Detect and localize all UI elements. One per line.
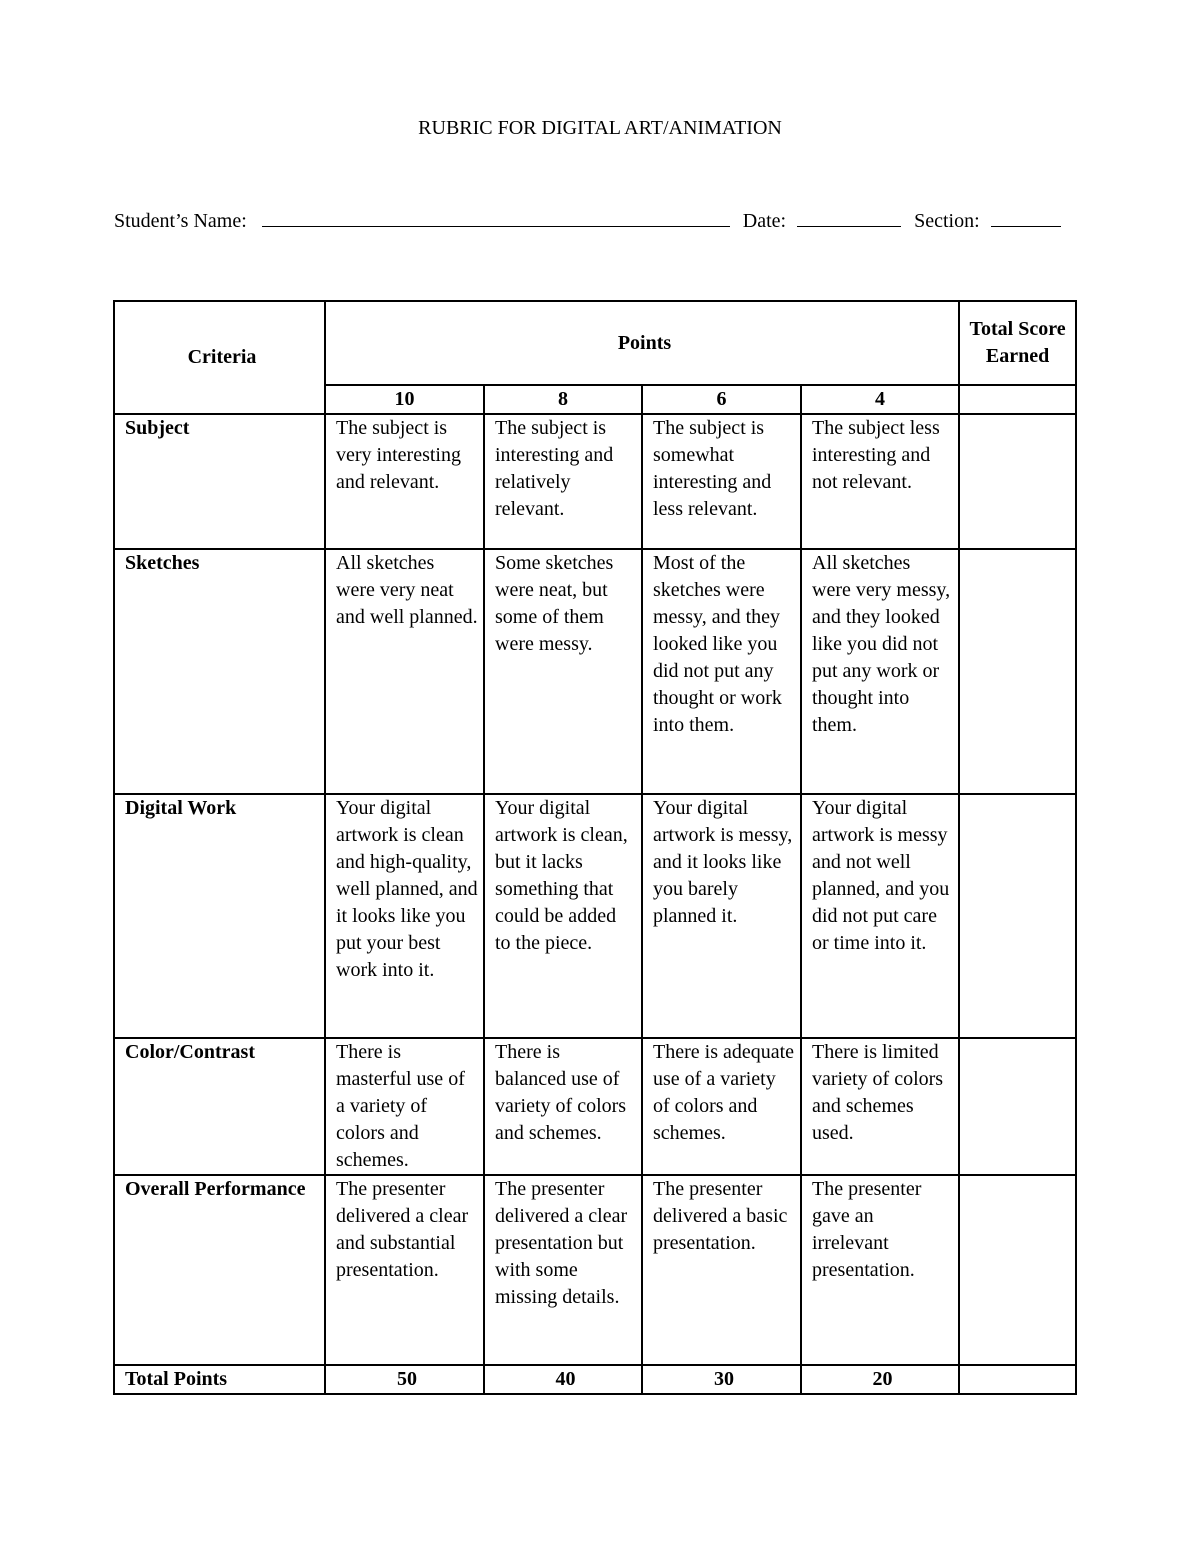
criterion-subject: Subject (114, 414, 325, 549)
score-earned-cell[interactable] (959, 414, 1076, 549)
total-points-value: 40 (484, 1365, 642, 1394)
total-score-earned-cell[interactable] (959, 1365, 1076, 1394)
rubric-table (113, 300, 1077, 1395)
descriptor-cell: Your digital artwork is clean, but it lacks something that could be added to the piece. (484, 794, 642, 1038)
total-points-value: 50 (325, 1365, 484, 1394)
descriptor-cell: Your digital artwork is clean and high-quality, well planned, and it looks like you put your best work into it. (325, 794, 484, 1038)
total-points-value: 20 (801, 1365, 959, 1394)
descriptor-cell: There is balanced use of variety of colors and schemes. (484, 1038, 642, 1175)
descriptor-cell: The subject is somewhat interesting and less relevant. (642, 414, 801, 549)
descriptor-cell: All sketches were very messy, and they looked like you did not put any work or thought into them. (801, 549, 959, 794)
descriptor-cell: The presenter delivered a clear and substantial presentation. (325, 1175, 484, 1365)
criterion-color-contrast: Color/Contrast (114, 1038, 325, 1175)
date-field[interactable] (797, 206, 901, 227)
criterion-sketches: Sketches (114, 549, 325, 794)
point-value-4: 4 (801, 385, 959, 414)
descriptor-cell: Most of the sketches were messy, and they looked like you did not put any thought or work into them. (642, 549, 801, 794)
descriptor-cell: There is masterful use of a variety of colors and schemes. (325, 1038, 484, 1175)
descriptor-cell: There is adequate use of a variety of colors and schemes. (642, 1038, 801, 1175)
table-row (114, 549, 1076, 794)
student-name-field[interactable] (262, 206, 730, 227)
score-earned-cell[interactable] (959, 1175, 1076, 1365)
descriptor-cell: The subject is interesting and relatively relevant. (484, 414, 642, 549)
descriptor-cell: There is limited variety of colors and schemes used. (801, 1038, 959, 1175)
descriptor-cell: All sketches were very neat and well planned. (325, 549, 484, 794)
descriptor-cell: Your digital artwork is messy and not well planned, and you did not put care or time into it. (801, 794, 959, 1038)
table-row (114, 1175, 1076, 1365)
descriptor-cell: The subject less interesting and not relevant. (801, 414, 959, 549)
score-cell-header (959, 385, 1076, 414)
score-earned-cell[interactable] (959, 549, 1076, 794)
total-points-value: 30 (642, 1365, 801, 1394)
section-label: Section: (914, 210, 980, 232)
document-title: RUBRIC FOR DIGITAL ART/ANIMATION (418, 117, 782, 139)
descriptor-cell: Your digital artwork is messy, and it looks like you barely planned it. (642, 794, 801, 1038)
descriptor-cell: The presenter delivered a clear presentation but with some missing details. (484, 1175, 642, 1365)
student-info-line (114, 206, 1061, 235)
total-score-header: Total Score Earned (959, 301, 1076, 385)
point-value-10: 10 (325, 385, 484, 414)
descriptor-cell: The presenter delivered a basic presentation. (642, 1175, 801, 1365)
student-name-label: Student’s Name: (114, 210, 247, 232)
criterion-digital-work: Digital Work (114, 794, 325, 1038)
point-value-6: 6 (642, 385, 801, 414)
score-earned-cell[interactable] (959, 794, 1076, 1038)
criterion-overall-performance: Overall Performance (114, 1175, 325, 1365)
total-points-label: Total Points (114, 1365, 325, 1394)
date-label: Date: (742, 210, 787, 232)
descriptor-cell: Some sketches were neat, but some of them were messy. (484, 549, 642, 794)
point-value-8: 8 (484, 385, 642, 414)
descriptor-cell: The presenter gave an irrelevant presentation. (801, 1175, 959, 1365)
table-row (114, 414, 1076, 549)
section-field[interactable] (991, 206, 1061, 227)
descriptor-cell: The subject is very interesting and relevant. (325, 414, 484, 549)
total-points-row (114, 1365, 1076, 1394)
criteria-header: Criteria (114, 301, 325, 414)
table-row (114, 1038, 1076, 1175)
points-header: Points (325, 301, 959, 385)
score-earned-cell[interactable] (959, 1038, 1076, 1175)
table-row (114, 794, 1076, 1038)
